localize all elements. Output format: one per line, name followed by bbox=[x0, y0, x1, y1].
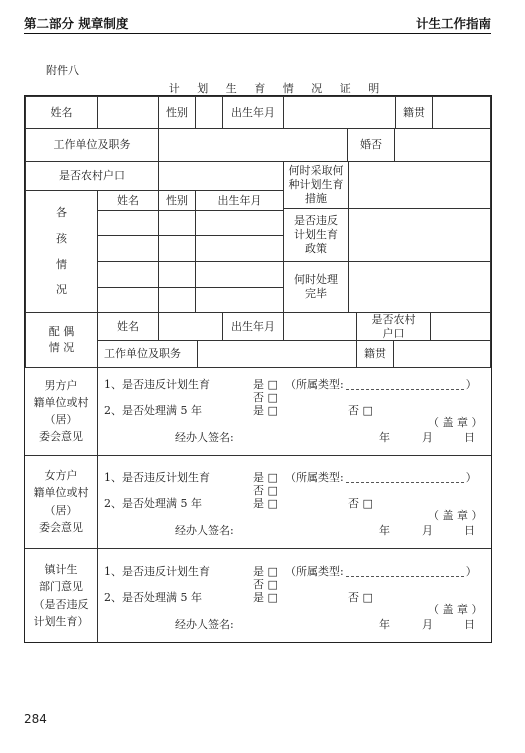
handled-no-checkbox[interactable]: 否 □ bbox=[348, 404, 373, 417]
measure-label: 何时采取何种计划生育措施 bbox=[283, 161, 349, 209]
gender-field[interactable] bbox=[195, 96, 223, 129]
spouse-native-label: 籍贯 bbox=[356, 340, 394, 368]
native-field[interactable] bbox=[432, 96, 491, 129]
spouse-name-field[interactable] bbox=[158, 312, 223, 341]
violate-yes-checkbox[interactable]: 是 □ bbox=[253, 565, 278, 578]
handled-yes-checkbox[interactable]: 是 □ bbox=[253, 497, 278, 510]
seal-label: （ 盖 章 ） bbox=[428, 603, 483, 616]
spouse-label: 配 偶 情 况 bbox=[25, 312, 98, 368]
violate-policy-field[interactable] bbox=[348, 208, 491, 262]
child-birth-header: 出生年月 bbox=[195, 190, 284, 211]
handled-yes-checkbox[interactable]: 是 □ bbox=[253, 404, 278, 417]
spouse-work-label: 工作单位及职务 bbox=[97, 340, 198, 368]
town-opinion-label: 镇计生 部门意见 （是否违反 计划生育） bbox=[25, 548, 98, 643]
header-divider bbox=[24, 33, 491, 34]
violate-no-checkbox[interactable]: 否 □ bbox=[253, 484, 278, 497]
seal-label: （ 盖 章 ） bbox=[428, 509, 483, 522]
child-2-birth[interactable] bbox=[195, 235, 284, 262]
signer-label: 经办人签名: bbox=[175, 431, 234, 444]
handled-no-checkbox[interactable]: 否 □ bbox=[348, 497, 373, 510]
female-opinion-label: 女方户 籍单位或村 （居） 委会意见 bbox=[25, 455, 98, 549]
handled-time-field[interactable] bbox=[348, 261, 491, 313]
handled-no-checkbox[interactable]: 否 □ bbox=[348, 591, 373, 604]
male-opinion-body: 1、是否违反计划生育 是 □ （所属类型: ） 否 □ 2、是否处理满 5 年 是 □ 否 □ （ 盖 章 ） 经办人签名: 年 月 日 bbox=[98, 367, 491, 456]
married-label: 婚否 bbox=[347, 128, 395, 162]
birth-label: 出生年月 bbox=[222, 96, 284, 129]
spouse-work-field[interactable] bbox=[197, 340, 357, 368]
gender-label: 性别 bbox=[158, 96, 196, 129]
child-4-name[interactable] bbox=[97, 287, 159, 313]
handled-time-label: 何时处理完毕 bbox=[283, 261, 349, 313]
spouse-rural-field[interactable] bbox=[430, 312, 491, 341]
spouse-birth-label: 出生年月 bbox=[222, 312, 284, 341]
female-opinion-section bbox=[25, 455, 491, 549]
children-label: 各 孩 情 况 bbox=[25, 190, 98, 313]
male-opinion-label: 男方户 籍单位或村 （居） 委会意见 bbox=[25, 367, 98, 456]
type-blank[interactable] bbox=[346, 482, 464, 483]
certificate-form bbox=[24, 95, 492, 643]
measure-field[interactable] bbox=[348, 161, 491, 209]
form-title: 计 划 生 育 情 况 证 明 bbox=[168, 82, 387, 95]
spouse-native-field[interactable] bbox=[393, 340, 491, 368]
child-gender-header: 性别 bbox=[158, 190, 196, 211]
town-opinion-section bbox=[25, 548, 491, 643]
child-1-birth[interactable] bbox=[195, 210, 284, 236]
rural-field[interactable] bbox=[158, 161, 284, 191]
child-4-birth[interactable] bbox=[195, 287, 284, 313]
child-3-name[interactable] bbox=[97, 261, 159, 288]
violate-policy-label: 是否违反计划生育政策 bbox=[283, 208, 349, 262]
handled-yes-checkbox[interactable]: 是 □ bbox=[253, 591, 278, 604]
child-2-name[interactable] bbox=[97, 235, 159, 262]
spouse-name-label: 姓名 bbox=[97, 312, 159, 341]
child-3-gender[interactable] bbox=[158, 261, 196, 288]
birth-field[interactable] bbox=[283, 96, 396, 129]
native-label: 籍贯 bbox=[395, 96, 433, 129]
spouse-rural-label: 是否农村户口 bbox=[356, 312, 431, 341]
signer-label: 经办人签名: bbox=[175, 524, 234, 537]
attachment-label: 附件八 bbox=[46, 64, 79, 77]
spouse-birth-field[interactable] bbox=[283, 312, 357, 341]
header-section-title: 第二部分 规章制度 bbox=[24, 16, 129, 31]
name-label: 姓名 bbox=[25, 96, 98, 129]
name-field[interactable] bbox=[97, 96, 159, 129]
seal-label: （ 盖 章 ） bbox=[428, 416, 483, 429]
work-label: 工作单位及职务 bbox=[25, 128, 159, 162]
female-opinion-body: 1、是否违反计划生育 是 □ （所属类型: ） 否 □ 2、是否处理满 5 年 是 □ 否 □ （ 盖 章 ） 经办人签名: 年 月 日 bbox=[98, 455, 491, 549]
signer-label: 经办人签名: bbox=[175, 618, 234, 631]
child-1-name[interactable] bbox=[97, 210, 159, 236]
town-opinion-body: 1、是否违反计划生育 是 □ （所属类型: ） 否 □ 2、是否处理满 5 年 是 □ 否 □ （ 盖 章 ） 经办人签名: 年 月 日 bbox=[104, 565, 483, 631]
child-4-gender[interactable] bbox=[158, 287, 196, 313]
child-2-gender[interactable] bbox=[158, 235, 196, 262]
page-number: 284 bbox=[24, 712, 47, 726]
violate-yes-checkbox[interactable]: 是 □ bbox=[253, 471, 278, 484]
child-3-birth[interactable] bbox=[195, 261, 284, 288]
child-name-header: 姓名 bbox=[97, 190, 159, 211]
child-1-gender[interactable] bbox=[158, 210, 196, 236]
married-field[interactable] bbox=[394, 128, 491, 162]
rural-label: 是否农村户口 bbox=[25, 161, 159, 191]
violate-no-checkbox[interactable]: 否 □ bbox=[253, 391, 278, 404]
header-book-title: 计生工作指南 bbox=[415, 16, 491, 31]
work-field[interactable] bbox=[158, 128, 348, 162]
type-blank[interactable] bbox=[346, 389, 464, 390]
violate-yes-checkbox[interactable]: 是 □ bbox=[253, 378, 278, 391]
type-blank[interactable] bbox=[346, 576, 464, 577]
violate-no-checkbox[interactable]: 否 □ bbox=[253, 578, 278, 591]
male-opinion-section bbox=[25, 367, 491, 456]
